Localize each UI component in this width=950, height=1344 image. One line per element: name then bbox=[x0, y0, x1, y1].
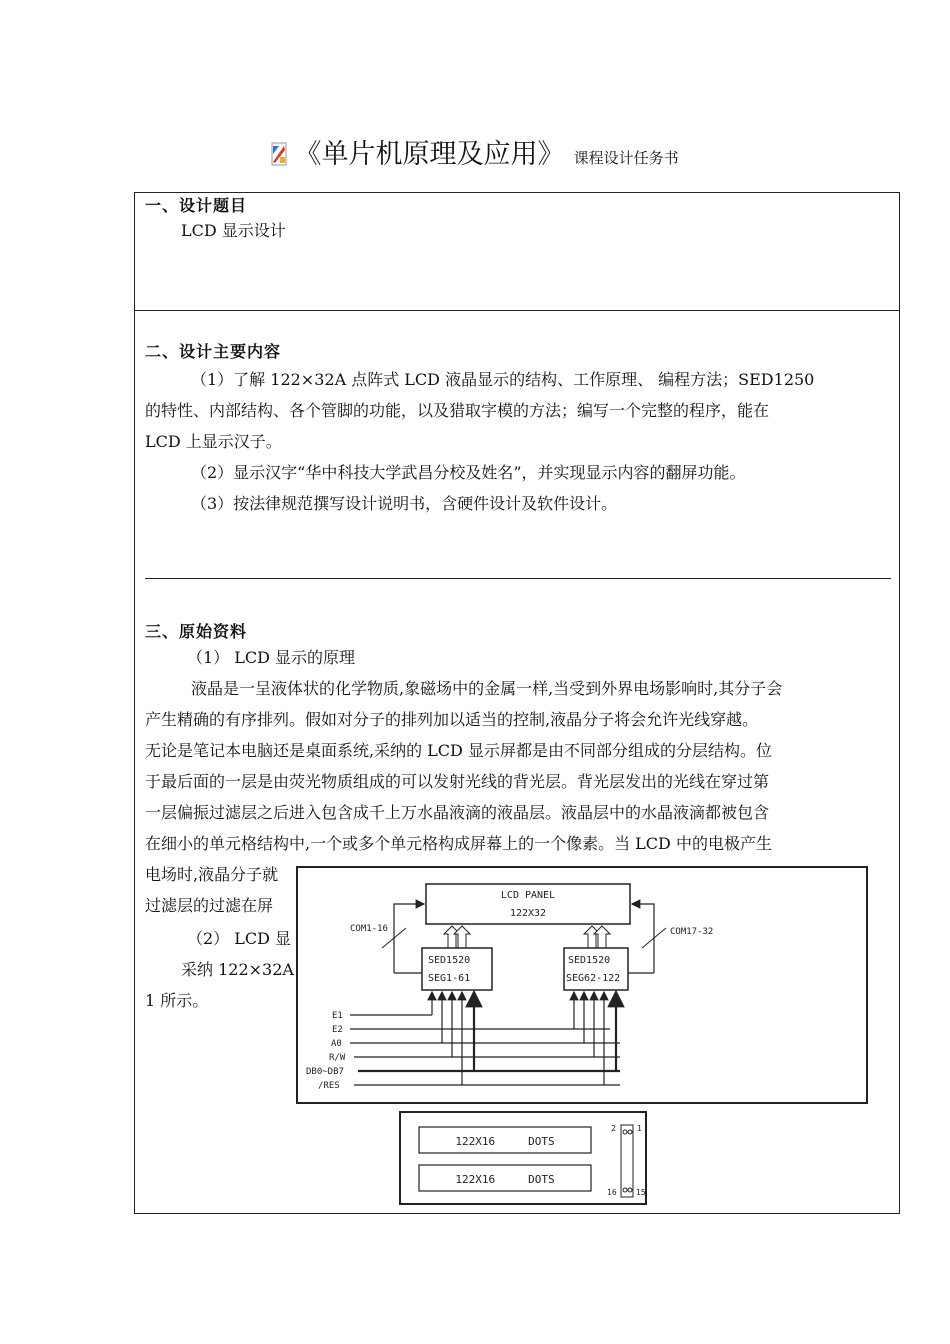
chip-left-name: SED1520 bbox=[428, 955, 471, 966]
document-icon bbox=[271, 142, 287, 166]
panel-size: 122X32 bbox=[509, 908, 547, 919]
chip-right-name: SED1520 bbox=[568, 955, 611, 966]
section3-heading: 三、原始资料 bbox=[145, 622, 248, 641]
title-main: 《单片机原理及应用》 bbox=[294, 139, 565, 170]
com-right-label: COM17-32 bbox=[670, 927, 714, 937]
content-line: （3）按法律规范撰写设计说明书，含硬件设计及软件设计。 bbox=[191, 494, 618, 513]
signal-label: R/W bbox=[329, 1053, 346, 1063]
com-left-label: COM1-16 bbox=[350, 924, 388, 934]
content-line: （2）显示汉字“华中科技大学武昌分校及姓名”，并实现显示内容的翻屏功能。 bbox=[191, 463, 746, 482]
dots-row-2: 122X16 DOTS bbox=[455, 1173, 555, 1186]
lcd-module-outline bbox=[399, 1111, 647, 1205]
lcd-circuit-diagram bbox=[296, 866, 868, 1104]
panel-title: LCD PANEL bbox=[500, 890, 556, 901]
subheading-lcd-principle: （1） LCD 显示的原理 bbox=[187, 648, 356, 667]
section-divider bbox=[145, 578, 891, 579]
para-line-7-left: 电场时,液晶分子就 bbox=[145, 865, 279, 884]
signal-label: DB0~DB7 bbox=[306, 1067, 344, 1077]
com-left-line bbox=[394, 904, 424, 973]
row-divider bbox=[135, 310, 899, 311]
pin-label: 1 bbox=[637, 1124, 642, 1133]
document-title bbox=[0, 132, 950, 171]
content-line: LCD 上显示汉子。 bbox=[145, 432, 282, 451]
para-line: 液晶是一呈液体状的化学物质,象磁场中的金属一样,当受到外界电场影响时,其分子会 bbox=[191, 679, 783, 698]
para-line-10-left: 采纳 122×32A bbox=[181, 960, 294, 979]
para-line: 产生精确的有序排列。假如对分子的排列加以适当的控制,液晶分子将会允许光线穿越。 bbox=[145, 710, 759, 729]
design-topic: LCD 显示设计 bbox=[181, 221, 286, 240]
chip-left-seg: SEG1-61 bbox=[428, 973, 471, 984]
signal-lines bbox=[350, 992, 620, 1085]
para-line-8-left: 过滤层的过滤在屏 bbox=[145, 896, 274, 915]
content-line: 的特性、内部结构、各个管脚的功能，以及猎取字模的方法；编写一个完整的程序，能在 bbox=[145, 401, 770, 420]
pin-label: 16 bbox=[607, 1188, 617, 1197]
para-line-11: 1 所示。 bbox=[145, 991, 209, 1010]
pin-label: 15 bbox=[636, 1188, 645, 1197]
task-table bbox=[134, 192, 900, 1214]
principle-paragraph bbox=[145, 673, 891, 859]
subheading-lcd-display: （2） LCD 显 bbox=[187, 929, 292, 948]
section2-content bbox=[145, 364, 891, 519]
com-right-line bbox=[632, 904, 654, 973]
seg-left-arrow bbox=[444, 926, 470, 948]
para-line: 一层偏振过滤层之后进入包含成千上万水晶液滴的液晶层。液晶层中的水晶液滴都被包含 bbox=[145, 803, 770, 822]
section2-heading: 二、设计主要内容 bbox=[145, 342, 282, 361]
signal-label: E1 bbox=[332, 1011, 343, 1021]
para-line: 在细小的单元格结构中,一个或多个单元格构成屏幕上的一个像素。当 LCD 中的电极产生 bbox=[145, 834, 772, 853]
title-sub: 课程设计任务书 bbox=[573, 149, 679, 167]
signal-label: A0 bbox=[331, 1039, 342, 1049]
seg-right-arrow bbox=[584, 926, 610, 948]
para-line: 于最后面的一层是由荧光物质组成的可以发射光线的背光层。背光层发出的光线在穿过第 bbox=[145, 772, 770, 791]
chip-right-seg: SEG62-122 bbox=[566, 973, 621, 984]
dots-row-1: 122X16 DOTS bbox=[455, 1135, 555, 1148]
section1-heading: 一、设计题目 bbox=[145, 196, 248, 215]
para-line: 无论是笔记本电脑还是桌面系统,采纳的 LCD 显示屏都是由不同部分组成的分层结构。位 bbox=[145, 741, 772, 760]
signal-label: /RES bbox=[318, 1081, 340, 1091]
pin-label: 2 bbox=[611, 1124, 616, 1133]
content-line: （1）了解 122×32A 点阵式 LCD 液晶显示的结构、工作原理、 编程方法；SED1250 bbox=[191, 370, 815, 389]
signal-label: E2 bbox=[332, 1025, 343, 1035]
connector-strip bbox=[621, 1125, 633, 1197]
